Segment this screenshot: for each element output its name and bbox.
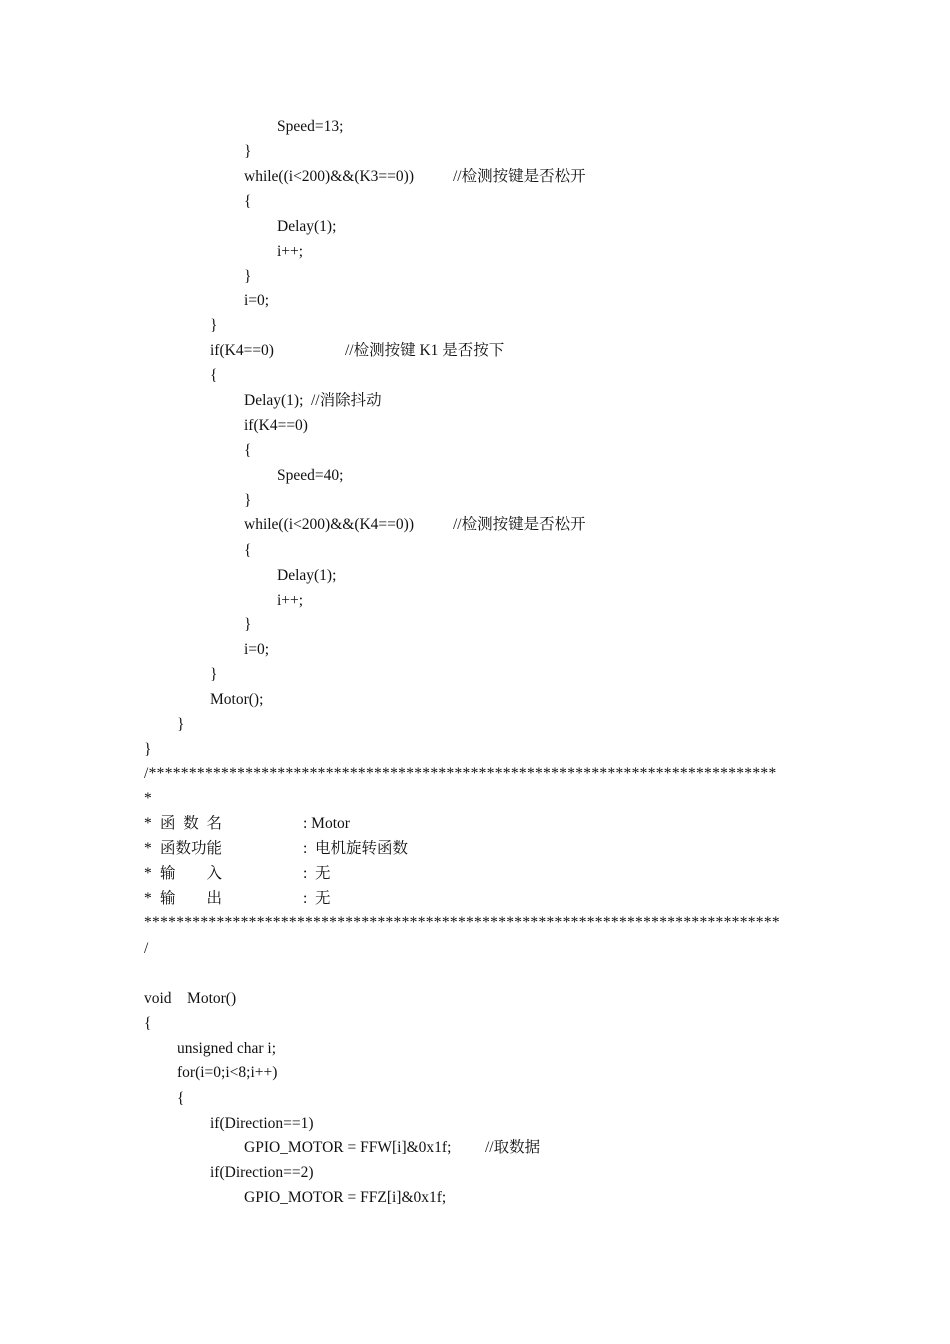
code-text: Speed=13; <box>277 118 344 135</box>
header-value: : 无 <box>303 890 331 907</box>
code-text: } <box>210 317 218 334</box>
code-text: ******************************************************************************* <box>144 914 780 931</box>
code-comment: //检测按键是否松开 <box>453 516 586 533</box>
code-comment: //检测按键是否松开 <box>453 168 586 185</box>
header-label: 函 数 名 <box>160 815 223 832</box>
code-text: while((i<200)&&(K3==0)) <box>244 168 414 185</box>
code-text: { <box>244 542 252 559</box>
code-text: { <box>177 1090 185 1107</box>
code-text: { <box>210 367 218 384</box>
code-text: for(i=0;i<8;i++) <box>177 1064 278 1081</box>
code-text: i++; <box>277 592 304 609</box>
code-text: Motor(); <box>210 691 264 708</box>
header-label: 输 入 <box>160 865 223 882</box>
header-label: 函数功能 <box>160 840 223 857</box>
code-text: GPIO_MOTOR = FFW[i]&0x1f; <box>244 1139 452 1156</box>
code-text: void Motor() <box>144 990 237 1007</box>
code-text: } <box>177 716 185 733</box>
code-text: * <box>144 890 152 907</box>
code-text: i=0; <box>244 641 270 658</box>
code-text: i=0; <box>244 292 270 309</box>
code-text: unsigned char i; <box>177 1040 277 1057</box>
code-comment: //检测按键 K1 是否按下 <box>345 342 505 359</box>
code-text: } <box>244 143 252 160</box>
code-text: * <box>144 840 152 857</box>
code-text: } <box>244 492 252 509</box>
code-comment: //取数据 <box>485 1139 541 1156</box>
header-value: : 无 <box>303 865 331 882</box>
code-text: if(Direction==1) <box>210 1115 314 1132</box>
code-text: } <box>244 616 252 633</box>
code-text: if(Direction==2) <box>210 1164 314 1181</box>
code-text: Delay(1); <box>277 218 337 235</box>
code-text: Delay(1); <box>244 392 304 409</box>
code-text: if(K4==0) <box>210 342 274 359</box>
code-text: if(K4==0) <box>244 417 308 434</box>
code-text: while((i<200)&&(K4==0)) <box>244 516 414 533</box>
code-text: * <box>144 865 152 882</box>
code-text: Delay(1); <box>277 567 337 584</box>
code-text: { <box>144 1015 152 1032</box>
code-text: / <box>144 940 149 957</box>
code-comment: //消除抖动 <box>311 392 382 409</box>
code-text: GPIO_MOTOR = FFZ[i]&0x1f; <box>244 1189 447 1206</box>
code-text: i++; <box>277 243 304 260</box>
code-text: * <box>144 790 152 807</box>
code-text: /****************************************************************************** <box>144 765 777 782</box>
code-text: } <box>244 268 252 285</box>
header-value: : 电机旋转函数 <box>303 840 409 857</box>
header-label: 输 出 <box>160 890 223 907</box>
code-text: * <box>144 815 152 832</box>
header-value: : Motor <box>303 815 350 832</box>
code-text: } <box>144 741 152 758</box>
code-text: { <box>244 442 252 459</box>
code-text: Speed=40; <box>277 467 344 484</box>
code-text: { <box>244 193 252 210</box>
code-text: } <box>210 666 218 683</box>
